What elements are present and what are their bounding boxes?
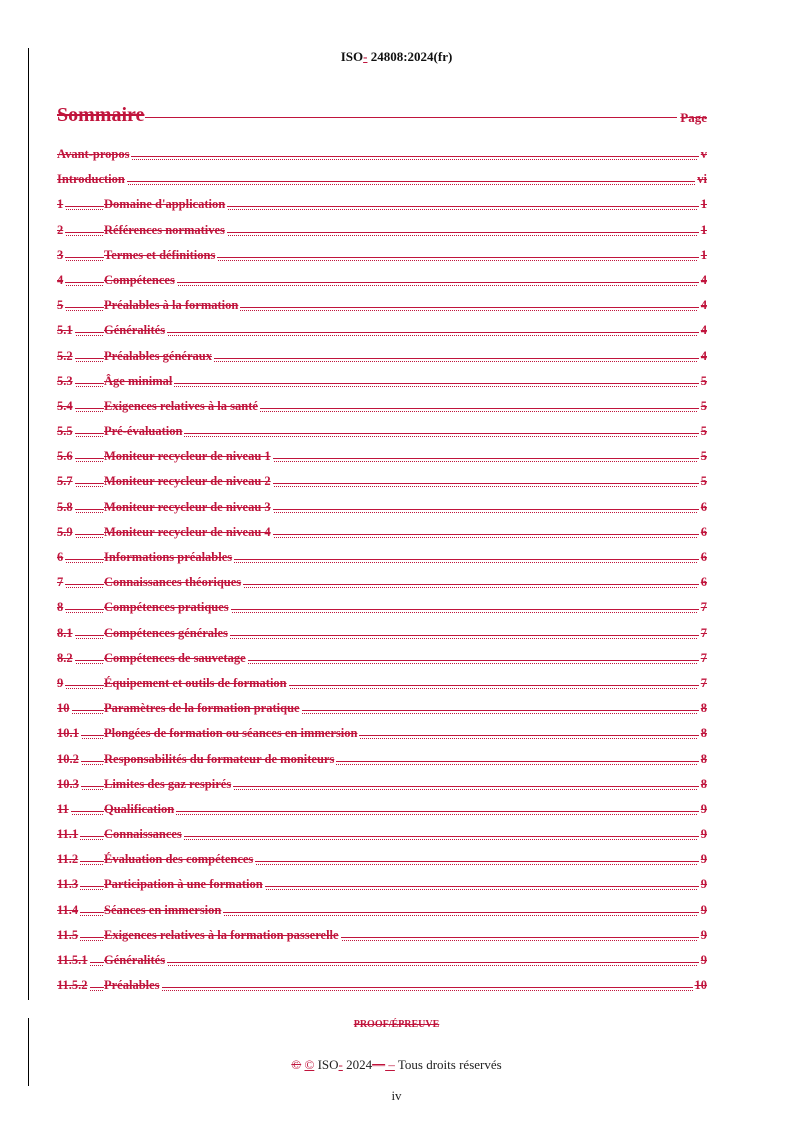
toc-entry-number: 7 xyxy=(57,575,64,590)
toc-entry-page: 7 xyxy=(700,600,707,615)
toc-entry-label: Préalables généraux xyxy=(104,348,212,363)
toc-entry[interactable] xyxy=(57,676,707,701)
toc-entry[interactable] xyxy=(57,323,707,348)
copy-inserted: © xyxy=(304,1057,315,1072)
toc-entry-page: 4 xyxy=(700,298,707,313)
toc-entry[interactable] xyxy=(57,147,707,172)
toc-entry-number: 2 xyxy=(57,222,64,237)
toc-entry-label: Informations préalables xyxy=(104,550,233,564)
toc-entry-label: Plongées de formation ou séances en immersion xyxy=(104,726,358,741)
copy-year: 2024 xyxy=(342,1057,373,1072)
toc-entry-page: 1 xyxy=(700,222,707,237)
doc-id: ISO xyxy=(340,49,364,64)
toc-entry-page: 5 xyxy=(700,398,707,413)
toc-entry[interactable] xyxy=(57,852,707,877)
toc-entry-page: 8 xyxy=(700,751,707,766)
toc-entry-number: 11.4 xyxy=(57,902,79,917)
toc-entry-page: 5 xyxy=(700,373,707,388)
copy-deleted: © xyxy=(291,1057,302,1072)
toc-entry[interactable] xyxy=(57,399,707,424)
toc-entry-page: 9 xyxy=(700,953,707,967)
toc-entry-number: 3 xyxy=(57,247,64,262)
toc-entry-label: Exigences relatives à la formation passerelle xyxy=(104,927,339,942)
leader-dots xyxy=(57,184,697,185)
toc-entry-label: Compétences xyxy=(104,272,175,287)
toc-entry-label: Introduction xyxy=(57,172,125,187)
toc-entry-number: 8 xyxy=(57,600,64,615)
toc-entry-page: 9 xyxy=(700,902,707,917)
toc-entry[interactable] xyxy=(57,701,707,726)
doc-id-rest: 24808:2024(fr) xyxy=(367,49,453,64)
toc-entry-number: 11.2 xyxy=(57,852,79,867)
toc-entry-label: Connaissances xyxy=(104,827,182,842)
toc-entry[interactable] xyxy=(57,525,707,550)
toc-entry-number: 5.9 xyxy=(57,524,73,539)
toc-entry-label: Références normatives xyxy=(104,222,225,237)
toc-entry-page: 6 xyxy=(700,550,707,564)
toc-entry[interactable] xyxy=(57,777,707,802)
toc-entry-number: 9 xyxy=(57,675,64,690)
toc-entry[interactable] xyxy=(57,298,707,323)
toc-entry-page: 9 xyxy=(700,852,707,867)
toc-entry-page: 9 xyxy=(700,927,707,942)
toc-entry-label: Termes et définitions xyxy=(104,247,216,262)
strikethrough xyxy=(57,156,707,157)
toc-entry[interactable] xyxy=(57,349,707,374)
toc-entry-page: 1 xyxy=(700,197,707,212)
toc-entry-number: 5.1 xyxy=(57,323,73,338)
toc-entry-page: 4 xyxy=(700,348,707,363)
toc-entry-number: 11.5.1 xyxy=(57,953,88,967)
toc-entry-label: Qualification xyxy=(104,801,175,816)
toc-entry-label: Évaluation des compétences xyxy=(104,852,254,867)
toc-entry-page: 7 xyxy=(700,625,707,640)
toc-entry-number: 5.4 xyxy=(57,398,73,413)
toc-entry-page: v xyxy=(700,147,707,161)
toc-entry-label: Préalables xyxy=(104,978,160,993)
toc-entry[interactable] xyxy=(57,827,707,852)
toc-entry-label: Paramètres de la formation pratique xyxy=(104,701,300,716)
toc-entry-number: 5.7 xyxy=(57,474,73,489)
toc-entry[interactable] xyxy=(57,500,707,525)
toc-entry[interactable] xyxy=(57,575,707,600)
leader-dots xyxy=(57,159,697,160)
page-column-label: Page xyxy=(680,110,707,125)
toc-entry-number: 5.8 xyxy=(57,499,73,514)
proof-label: PROOF/ÉPREUVE xyxy=(353,1019,440,1030)
toc-entry-page: vi xyxy=(697,172,707,187)
toc-entry-label: Connaissances théoriques xyxy=(104,575,242,590)
toc-entry-page: 9 xyxy=(700,827,707,842)
copy-inserted-dash: – xyxy=(385,1057,395,1072)
toc-entry[interactable] xyxy=(57,953,707,978)
toc-entry-label: Pré-évaluation xyxy=(104,424,183,439)
toc-entry-number: 10.2 xyxy=(57,751,79,766)
toc-entry-label: Moniteur recycleur de niveau 1 xyxy=(104,449,271,464)
toc-entry[interactable] xyxy=(57,600,707,625)
toc-entry-label: Compétences de sauvetage xyxy=(104,650,246,665)
toc-entry-page: 8 xyxy=(700,701,707,716)
toc-entry-label: Exigences relatives à la santé xyxy=(104,398,258,413)
toc-entry-label: Limites des gaz respirés xyxy=(104,776,232,791)
toc-title-row xyxy=(57,104,707,128)
toc-entry-number: 10 xyxy=(57,701,70,716)
toc-entry-label: Domaine d'application xyxy=(104,197,226,212)
toc-entry[interactable] xyxy=(57,550,707,575)
toc-entry[interactable] xyxy=(57,877,707,902)
toc-entry-number: 6 xyxy=(57,550,64,564)
toc-entry-label: Séances en immersion xyxy=(104,902,222,917)
toc-entry-label: Moniteur recycleur de niveau 3 xyxy=(104,499,271,514)
toc-entry-page: 6 xyxy=(700,524,707,539)
toc-entry-label: Équipement et outils de formation xyxy=(104,675,287,690)
copyright xyxy=(0,1057,793,1073)
toc-entry[interactable] xyxy=(57,197,707,222)
toc-entry-page: 9 xyxy=(700,877,707,892)
toc-entry[interactable] xyxy=(57,978,707,1003)
toc-entry-page: 4 xyxy=(700,323,707,338)
toc-entry[interactable] xyxy=(57,928,707,953)
toc-entry[interactable] xyxy=(57,752,707,777)
toc-entry-page: 7 xyxy=(700,650,707,665)
toc-entry-label: Âge minimal xyxy=(104,373,173,388)
toc-entry-number: 10.1 xyxy=(57,726,79,741)
toc-entry[interactable] xyxy=(57,903,707,928)
toc-entry-number: 1 xyxy=(57,197,64,212)
toc-entry-page: 4 xyxy=(700,272,707,287)
toc-entry[interactable] xyxy=(57,651,707,676)
revision-bar xyxy=(28,48,29,1000)
toc-entry-page: 1 xyxy=(700,247,707,262)
toc-entry-page: 9 xyxy=(700,801,707,816)
toc-title: Sommaire xyxy=(57,104,145,126)
toc-entry-page: 10 xyxy=(694,978,707,993)
toc-entry-label: Avant-propos xyxy=(57,147,130,161)
toc-entry-page: 7 xyxy=(700,675,707,690)
toc-entry-page: 6 xyxy=(700,575,707,590)
toc-entry[interactable] xyxy=(57,626,707,651)
doc-id-insertion: - xyxy=(363,49,368,64)
title-rule xyxy=(145,117,677,118)
toc-entry-page: 6 xyxy=(700,499,707,514)
toc-entry-label: Compétences pratiques xyxy=(104,600,229,615)
toc-entry[interactable] xyxy=(57,374,707,399)
toc-entry[interactable] xyxy=(57,474,707,499)
toc-entry-label: Moniteur recycleur de niveau 2 xyxy=(104,474,271,489)
toc-entry-number: 5.5 xyxy=(57,424,73,439)
toc-entry-page: 5 xyxy=(700,449,707,464)
toc-entry-number: 5.3 xyxy=(57,373,73,388)
toc-entry-label: Moniteur recycleur de niveau 4 xyxy=(104,524,271,539)
toc-entry[interactable] xyxy=(57,172,707,197)
toc-entry-label: Responsabilités du formateur de moniteurs xyxy=(104,751,335,766)
toc-entry-label: Préalables à la formation xyxy=(104,298,239,313)
toc-entry-number: 10.3 xyxy=(57,776,79,791)
copy-rights: Tous droits réservés xyxy=(394,1057,502,1072)
toc-entry[interactable] xyxy=(57,223,707,248)
copy-deleted-dash: — xyxy=(372,1057,386,1072)
toc-entry-page: 5 xyxy=(700,474,707,489)
toc-entry[interactable] xyxy=(57,248,707,273)
toc-entry-page: 8 xyxy=(700,726,707,741)
toc-entry-number: 11.3 xyxy=(57,877,79,892)
toc-entry-number: 5 xyxy=(57,298,64,313)
toc-entry-label: Généralités xyxy=(104,323,166,338)
toc-entry[interactable] xyxy=(57,449,707,474)
toc-entry-number: 11 xyxy=(57,801,69,816)
document-header xyxy=(0,49,793,65)
strikethrough xyxy=(57,181,707,182)
toc-entry-number: 5.2 xyxy=(57,348,73,363)
toc-entry-number: 8.1 xyxy=(57,625,73,640)
copy-inserted-hyphen: - xyxy=(338,1057,343,1072)
toc-entry-number: 5.6 xyxy=(57,449,73,464)
toc-entry-number: 8.2 xyxy=(57,650,73,665)
table-of-contents xyxy=(57,147,707,1003)
toc-entry-page: 8 xyxy=(700,776,707,791)
toc-entry-number: 4 xyxy=(57,272,64,287)
toc-entry[interactable] xyxy=(57,726,707,751)
toc-entry[interactable] xyxy=(57,273,707,298)
toc-entry[interactable] xyxy=(57,802,707,827)
toc-entry-number: 11.5.2 xyxy=(57,978,88,993)
toc-entry-label: Compétences générales xyxy=(104,625,228,640)
page-number: iv xyxy=(391,1088,402,1103)
toc-entry-label: Participation à une formation xyxy=(104,877,263,892)
copy-iso: ISO xyxy=(317,1057,339,1072)
toc-entry-label: Généralités xyxy=(104,953,166,967)
toc-entry-page: 5 xyxy=(700,424,707,439)
toc-entry-number: 11.1 xyxy=(57,827,79,842)
toc-entry[interactable] xyxy=(57,424,707,449)
toc-entry-number: 11.5 xyxy=(57,927,79,942)
